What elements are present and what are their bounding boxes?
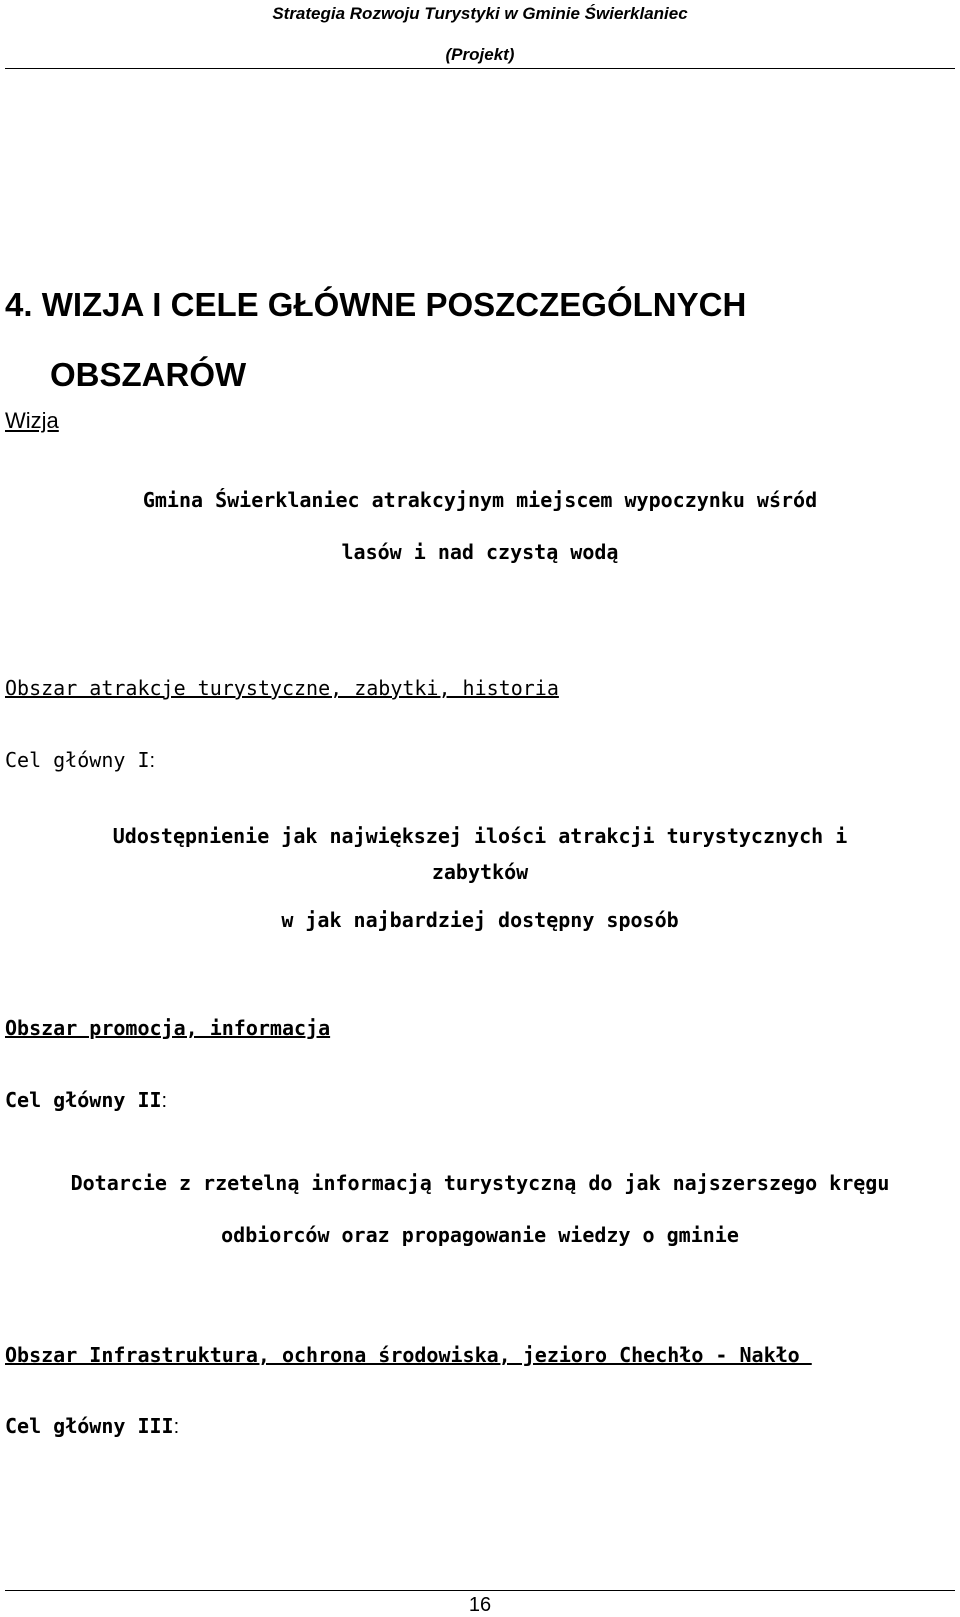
vision-statement: [0, 474, 960, 578]
goal-3-label: [5, 1414, 179, 1439]
goal-2-label-text: Cel główny II: [5, 1088, 162, 1112]
goal-1-line-1: Udostępnienie jak największej ilości atrakcji turystycznych i: [112, 824, 848, 848]
goal-3-colon: :: [173, 1416, 180, 1438]
area-3-title: Obszar Infrastruktura, ochrona środowiska, jezioro Chechło - Nakło: [5, 1343, 812, 1367]
goal-2-colon: :: [161, 1090, 168, 1112]
goal-1-line-3: w jak najbardziej dostępny sposób: [281, 908, 679, 932]
goal-2-line-2: odbiorców oraz propagowanie wiedzy o gminie: [221, 1223, 739, 1247]
vision-line-2: lasów i nad czystą wodą: [341, 540, 619, 564]
header-divider: [5, 68, 955, 69]
area-2-title: Obszar promocja, informacja: [5, 1016, 331, 1040]
chapter-heading: [5, 270, 905, 410]
goal-1-label-text: Cel główny I: [5, 748, 150, 772]
running-header-subtitle: (Projekt): [445, 45, 515, 64]
goal-3-label-text: Cel główny III: [5, 1414, 174, 1438]
area-1-title: Obszar atrakcje turystyczne, zabytki, historia: [5, 676, 559, 700]
footer-divider: [5, 1590, 955, 1591]
goal-1-label: [5, 748, 155, 773]
goal-1-line-2: zabytków: [431, 860, 529, 884]
chapter-heading-line-1: 4. WIZJA I CELE GŁÓWNE POSZCZEGÓLNYCH: [5, 286, 747, 323]
vision-line-1: Gmina Świerklaniec atrakcyjnym miejscem wypoczynku wśród: [142, 488, 818, 512]
chapter-heading-line-2: OBSZARÓW: [50, 356, 247, 393]
page-number: 16: [468, 1594, 492, 1616]
goal-2-label: [5, 1088, 167, 1113]
running-header-title: Strategia Rozwoju Turystyki w Gminie Świerklaniec: [272, 4, 688, 23]
goal-2-statement: [0, 1157, 960, 1261]
vision-label: Wizja: [5, 408, 59, 433]
goal-2-line-1: Dotarcie z rzetelną informacją turystyczną do jak najszerszego kręgu: [70, 1171, 890, 1195]
goal-1-colon: :: [149, 750, 156, 772]
goal-1-statement: [0, 818, 960, 890]
